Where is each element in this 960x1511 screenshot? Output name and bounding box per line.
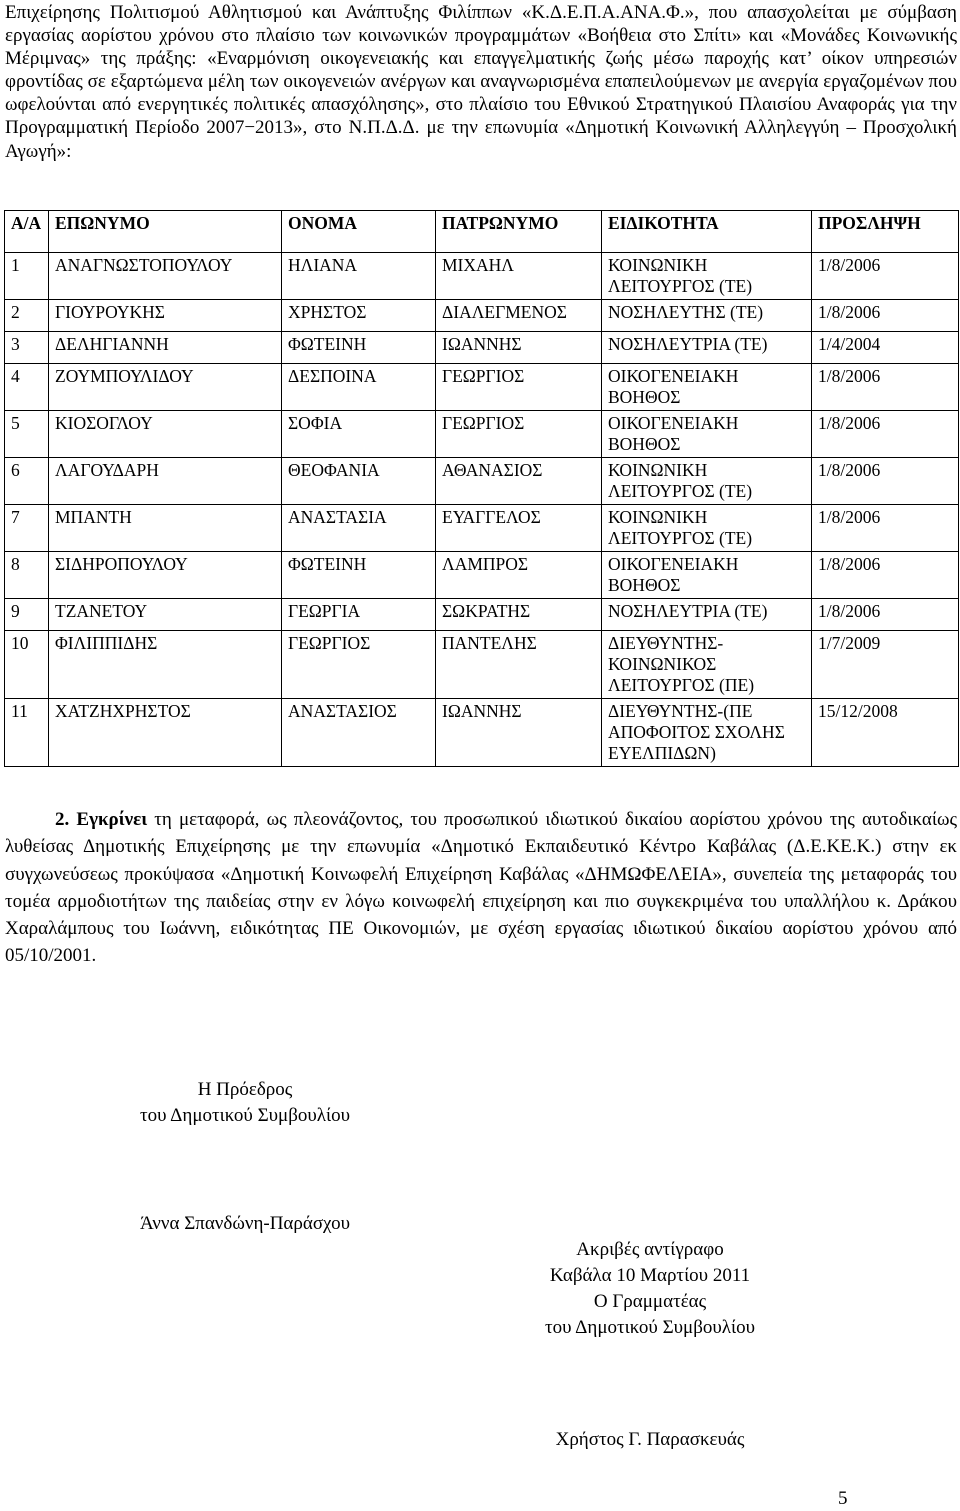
section-2-bold-word: Εγκρίνει [76,809,148,830]
table-cell: 2 [5,300,49,332]
table-cell: 1/8/2006 [812,599,959,631]
table-cell: ΔΕΣΠΟΙΝΑ [282,364,436,411]
table-cell: ΓΕΩΡΓΙΟΣ [436,411,602,458]
table-cell: 1/8/2006 [812,411,959,458]
table-row [5,699,959,767]
table-cell: ΤΖΑΝΕΤΟΥ [49,599,282,631]
table-cell: ΦΩΤΕΙΝΗ [282,332,436,364]
table-cell: ΓΙΟΥΡΟΥΚΗΣ [49,300,282,332]
table-cell: ΔΕΛΗΓΙΑΝΝΗ [49,332,282,364]
table-cell: ΗΛΙΑΝΑ [282,253,436,300]
table-cell: ΜΙΧΑΗΛ [436,253,602,300]
table-cell: ΑΝΑΓΝΩΣΤΟΠΟΥΛΟΥ [49,253,282,300]
table-cell: ΛΑΓΟΥΔΑΡΗ [49,458,282,505]
table-cell: ΚΟΙΝΩΝΙΚΗ ΛΕΙΤΟΥΡΓΟΣ (ΤΕ) [602,505,812,552]
table-cell: 1/8/2006 [812,253,959,300]
table-cell: 1/8/2006 [812,458,959,505]
table-cell: ΘΕΟΦΑΝΙΑ [282,458,436,505]
place-date: Καβάλα 10 Μαρτίου 2011 [549,1265,751,1286]
table-cell: ΦΩΤΕΙΝΗ [282,552,436,599]
table-row [5,631,959,699]
table-cell: 1/7/2009 [812,631,959,699]
header-cell: ΕΠΩΝΥΜΟ [49,211,282,253]
table-cell: ΣΟΦΙΑ [282,411,436,458]
table-cell: 11 [5,699,49,767]
table-cell: ΝΟΣΗΛΕΥΤΡΙΑ (ΤΕ) [602,599,812,631]
table-cell: ΓΕΩΡΓΙΟΣ [436,364,602,411]
table-cell: ΙΩΑΝΝΗΣ [436,332,602,364]
table-cell: ΧΡΗΣΤΟΣ [282,300,436,332]
table-cell: ΔΙΕΥΘΥΝΤΗΣ- ΚΟΙΝΩΝΙΚΟΣ ΛΕΙΤΟΥΡΓΟΣ (ΠΕ) [602,631,812,699]
table-row [5,505,959,552]
table-cell: 15/12/2008 [812,699,959,767]
table-cell: 1/8/2006 [812,505,959,552]
table-cell: ΧΑΤΖΗΧΡΗΣΤΟΣ [49,699,282,767]
header-cell: ΠΑΤΡΩΝΥΜΟ [436,211,602,253]
president-title: Η Πρόεδρος [197,1079,293,1100]
president-council: του Δημοτικού Συμβουλίου [139,1105,351,1126]
table-header-row [5,211,959,253]
table-cell: ΚΟΙΝΩΝΙΚΗ ΛΕΙΤΟΥΡΓΟΣ (ΤΕ) [602,458,812,505]
header-cell: ΕΙΔΙΚΟΤΗΤΑ [602,211,812,253]
secretary-council: του Δημοτικού Συμβουλίου [544,1317,756,1338]
table-row [5,253,959,300]
table-cell: 4 [5,364,49,411]
intro-paragraph: Επιχείρησης Πολιτισμού Αθλητισμού και Ανάπτυξης Φιλίππων «Κ.Δ.Ε.Π.Α.ΑΝΑ.Φ.», που απασχολείται με σύμβαση εργασίας αορίστου χρόνου στο πλαίσιο των κοινωνικών προγραμμάτων «Βοήθεια στο Σπίτι» και «Μονάδες Κοινωνικής Μέριμνας» της πράξης: «Εναρμόνιση οικογενειακής και επαγγελματικής ζωής μέσω παροχής κατ’ οίκον υπηρεσιών φροντίδας σε εξαρτώμενα μέλη των οικογενειών ανέργων και αναγνωρισμένα επαπειλούμενων με ανεργία εργαζομένων που ωφελούνται από ενεργητικές πολιτικές απασχόλησης», στο πλαίσιο του Εθνικού Στρατηγικού Πλαισίου Αναφοράς για την Προγραμματική Περίοδο 2007−2013», στο Ν.Π.Δ.Δ. με την επωνυμία «Δημοτική Κοινωνική Αλληλεγγύη – Προσχολική Αγωγή»: [5,2,957,162]
table-cell: ΜΠΑΝΤΗ [49,505,282,552]
table-row [5,599,959,631]
table-cell: 6 [5,458,49,505]
table-cell: 10 [5,631,49,699]
table-cell: ΟΙΚΟΓΕΝΕΙΑΚΗ ΒΟΗΘΟΣ [602,364,812,411]
certified-copy: Ακριβές αντίγραφο [576,1239,724,1260]
table-cell: ΓΕΩΡΓΙΟΣ [282,631,436,699]
table-cell: ΑΝΑΣΤΑΣΙΑ [282,505,436,552]
header-cell: ΟΝΟΜΑ [282,211,436,253]
table-cell: ΕΥΑΓΓΕΛΟΣ [436,505,602,552]
table-cell: 8 [5,552,49,599]
table-cell: ΛΑΜΠΡΟΣ [436,552,602,599]
table-cell: 1/8/2006 [812,364,959,411]
staff-table [4,210,959,767]
president-name: Άννα Σπανδώνη-Παράσχου [140,1213,350,1234]
header-cell: Α/Α [5,211,49,253]
table-cell: ΟΙΚΟΓΕΝΕΙΑΚΗ ΒΟΗΘΟΣ [602,552,812,599]
table-row [5,411,959,458]
table-cell: 1/8/2006 [812,300,959,332]
section-2-text: τη μεταφορά, ως πλεονάζοντος, του προσωπικού ιδιωτικού δικαίου αορίστου χρόνου της αυτοδικαίως λυθείσας Δημοτικής Επιχείρησης με την επωνυμία «Δημοτικό Εκπαιδευτικό Κέντρο Καβάλας (Δ.Ε.ΚΕ.Κ.) στην εκ συγχωνεύσεως προκύψασα «Δημοτική Κοινωφελή Επιχείρηση Καβάλας «ΔΗΜΩΦΕΛΕΙΑ», συνεπεία της μεταφοράς του τομέα αρμοδιοτήτων της παιδείας στην εν λόγω κοινωφελή επιχείρηση και πιο συγκεκριμένα του υπαλλήλου κ. Δράκου Χαραλάμπους του Ιωάννη, ειδικότητας ΠΕ Οικονομιών, με σχέση εργασίας ιδιωτικού δικαίου αορίστου χρόνου από 05/10/2001. [5,809,958,967]
table-cell: ΔΙΕΥΘΥΝΤΗΣ-(ΠΕ ΑΠΟΦΟΙΤΟΣ ΣΧΟΛΗΣ ΕΥΕΛΠΙΔΩΝ) [602,699,812,767]
table-row [5,458,959,505]
table-cell: ΑΝΑΣΤΑΣΙΟΣ [282,699,436,767]
signature-right [480,1237,820,1341]
table-cell: 5 [5,411,49,458]
table-cell: 1/4/2004 [812,332,959,364]
table-cell: ΑΘΑΝΑΣΙΟΣ [436,458,602,505]
secretary-name: Χρήστος Γ. Παρασκευάς [555,1429,745,1450]
section-2-paragraph [5,806,957,970]
table-cell: ΝΟΣΗΛΕΥΤΗΣ (ΤΕ) [602,300,812,332]
table-cell: ΙΩΑΝΝΗΣ [436,699,602,767]
table-cell: ΝΟΣΗΛΕΥΤΡΙΑ (ΤΕ) [602,332,812,364]
table-cell: ΣΩΚΡΑΤΗΣ [436,599,602,631]
table-cell: ΦΙΛΙΠΠΙΔΗΣ [49,631,282,699]
table-cell: ΟΙΚΟΓΕΝΕΙΑΚΗ ΒΟΗΘΟΣ [602,411,812,458]
page-number: 5 [838,1488,848,1509]
table-cell: ΚΙΟΣΟΓΛΟΥ [49,411,282,458]
signature-left [80,1077,410,1129]
secretary-title: Ο Γραμματέας [593,1291,707,1312]
table-cell: ΚΟΙΝΩΝΙΚΗ ΛΕΙΤΟΥΡΓΟΣ (ΤΕ) [602,253,812,300]
header-cell: ΠΡΟΣΛΗΨΗ [812,211,959,253]
section-2-number: 2. [55,809,70,830]
table-cell: 1/8/2006 [812,552,959,599]
table-row [5,552,959,599]
table-row [5,332,959,364]
table-row [5,364,959,411]
table-cell: 9 [5,599,49,631]
table-cell: ΠΑΝΤΕΛΗΣ [436,631,602,699]
table-cell: 3 [5,332,49,364]
table-cell: ΖΟΥΜΠΟΥΛΙΔΟΥ [49,364,282,411]
table-cell: ΔΙΑΛΕΓΜΕΝΟΣ [436,300,602,332]
table-row [5,300,959,332]
table-cell: 7 [5,505,49,552]
table-cell: 1 [5,253,49,300]
table-cell: ΓΕΩΡΓΙΑ [282,599,436,631]
table-cell: ΣΙΔΗΡΟΠΟΥΛΟΥ [49,552,282,599]
